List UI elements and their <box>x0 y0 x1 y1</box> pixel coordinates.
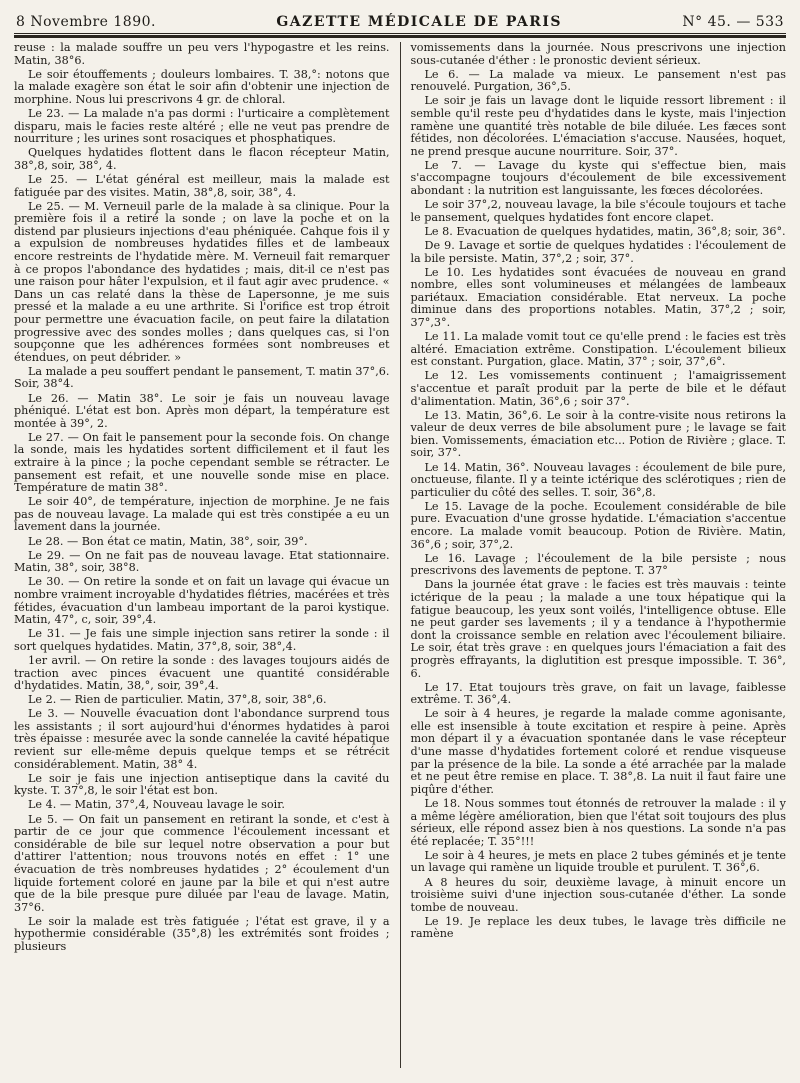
paragraph: Le 23. — La malade n'a pas dormi : l'urticaire a complètement disparu, mais le facies reste altéré ; elle ne veut pas prendre de nourriture ; les urines sont rosaciques et phosphatiques. <box>14 106 390 146</box>
paragraph: Le 25. — L'état général est meilleur, mais la malade est fatiguée par des visites. Matin, 38°,8, soir, 38°, 4. <box>14 172 390 199</box>
paragraph: Le 6. — La malade va mieux. Le pansement n'est pas renouvelé. Purgation, 36°,5. <box>410 67 786 94</box>
paragraph: Le 26. — Matin 38°. Le soir je fais un nouveau lavage phéniqué. L'état est bon. Après mon départ, la température est montée à 39°, 2. <box>14 391 390 430</box>
paragraph: Le soir à 4 heures, je mets en place 2 tubes géminés et je tente un lavage qui ramène un liquide trouble et purulent. T. 36°,6. <box>410 848 786 875</box>
paragraph: Le 28. — Bon état ce matin, Matin, 38°, soir, 39°. <box>28 534 308 548</box>
paragraph: Le 4. — Matin, 37°,4, Nouveau lavage le soir. <box>28 798 285 812</box>
paragraph: Le 8. Evacuation de quelques hydatides, matin, 36°,8; soir, 36°. <box>424 224 786 238</box>
paragraph: A 8 heures du soir, deuxième lavage, à minuit encore un troisième suivi d'une injection sous-cutanée d'éther. La sonde tombe de nouveau. <box>410 875 786 914</box>
left-column <box>14 42 390 1068</box>
paragraph: Le soir la malade est très fatiguée ; l'état est grave, il y a hypothermie considérable (35°,8) les extrémités sont froides ; plusieurs <box>14 914 390 953</box>
paragraph: Le 7. — Lavage du kyste qui s'effectue bien, mais s'accompagne toujours d'écoulement de bile excessivement abondant : la nutrition est languissante, les fœces décolorées. <box>410 158 786 198</box>
issue-number: N° 45. — 533 <box>682 14 784 30</box>
paragraph: Le soir à 4 heures, je regarde la malade comme agonisante, elle est insensible à toute excitation et respire à peine. Après mon départ il y a évacuation spontanée dans le vase récepteur d'une masse d'hydatides fortement coloré et rendue visqueuse par la présence de la bile. La sonde a été arrachée par la malade et ne peut être remise en place. T. 38°,8. La nuit il faut faire une piqûre d'éther. <box>410 707 786 796</box>
paragraph: Le 15. Lavage de la poche. Ecoulement considérable de bile pure. Evacuation d'une grosse hydatide. L'émaciation s'accentue encore. La malade vomit beaucoup. Potion de Rivière. Matin, 36°,6 ; soir, 37°,2. <box>410 499 786 551</box>
paragraph: Le 18. Nous sommes tout étonnés de retrouver la malade : il y a même légère amélioration, bien que l'état soit toujours des plus sérieux, elle répond assez bien à nos questions. La sonde n'a pas été replacée; T. 35°!!! <box>410 796 786 848</box>
paragraph: Le soir je fais un lavage dont le liquide ressort librement : il semble qu'il reste peu d'hydatides dans le kyste, mais l'injection ramène une quantité très notable de bile diluée. Les fæces sont fétides, non décolorées. L'émaciation s'accuse. Nausées, hoquet, ne prend presque aucune nourriture. Soir, 37°. <box>410 94 786 158</box>
paragraph: Le 25. — M. Verneuil parle de la malade à sa clinique. Pour la première fois il a retiré la sonde ; on lave la poche et on la distend par plusieurs injections d'eau phéniquée. Cahque fois il y a expulsion de nombreuses hydatides filles et de lambeaux encore restreints de l'hydatide mère. M. Verneuil fait remarquer à ce propos l'abondance des hydatides ; mais, dit-il ce n'est pas une raison pour hâter l'expulsion, et il faut agir avec prudence. « Dans un cas relaté dans la thèse de Lapersonne, je me suis pressé et la malade a eu une arthrite. Si l'orifice est trop étroit pour permettre une évacuation facile, on peut faire la dilatation progressive avec des sondes molles ; dans quelques cas, si l'on soupçonne que les adhérences formées sont nombreuses et étendues, on peut débrider. » <box>14 199 390 364</box>
paragraph: 1er avril. — On retire la sonde : des lavages toujours aidés de traction avec pinces évacuent une quantité considérable d'hydatides. Matin, 38,°, soir, 39°,4. <box>14 653 390 693</box>
journal-title: GAZETTE MÉDICALE DE PARIS <box>276 14 563 30</box>
paragraph: Le 19. Je replace les deux tubes, le lavage très difficile ne ramène <box>410 914 786 941</box>
paragraph: Le 17. Etat toujours très grave, on fait un lavage, faiblesse extrême. T. 36°,4. <box>410 680 786 707</box>
paragraph: vomissements dans la journée. Nous prescrivons une injection sous-cutanée d'éther : le pronostic devient sérieux. <box>410 42 786 67</box>
text-columns <box>14 42 786 1068</box>
right-column <box>410 42 786 1068</box>
paragraph: Le 12. Les vomissements continuent ; l'amaigrissement s'accentue et paraît produit par la perte de bile et le défaut d'alimentation. Matin, 36°,6 ; soir 37°. <box>410 369 786 408</box>
paragraph: Le 31. — Je fais une simple injection sans retirer la sonde : il sort quelques hydatides. Matin, 37°,8, soir, 38°,4. <box>14 627 390 653</box>
paragraph: Le soir 40°, de température, injection de morphine. Je ne fais pas de nouveau lavage. La malade qui est très constipée a eu un lavement dans la journée. <box>14 495 390 534</box>
paragraph: Dans la journée état grave : le facies est très mauvais : teinte ictérique de la peau ; la malade a une toux hépatique qui la fatigue beaucoup, les yeux sont voilés, l'intelligence obtuse. Elle ne peut garder ses lavements ; il y a tendance à l'hypothermie dont la croissance semble en relation avec l'écoulement biliaire. Le soir, état très grave : en quelques jours l'émaciation a fait des progrès effrayants, la diglutition est presque impossible. T. 36°, 6. <box>410 578 786 680</box>
paragraph: Le 30. — On retire la sonde et on fait un lavage qui évacue un nombre vraiment incroyable d'hydatides flétries, macérées et très fétides, évacuation d'un lambeau important de la paroi kystique. Matin, 47°, c, soir, 39°,4. <box>14 575 390 627</box>
paragraph: Le 16. Lavage ; l'écoulement de la bile persiste ; nous prescrivons des lavements de peptone. T. 37° <box>410 551 786 578</box>
running-header <box>14 14 786 33</box>
paragraph: Le 11. La malade vomit tout ce qu'elle prend : le facies est très altéré. Emaciation extrême. Constipation. L'écoulement bilieux est constant. Purgation, glace. Matin, 37° ; soir, 37°,6°. <box>410 330 786 369</box>
header-rule <box>14 33 786 38</box>
paragraph: Le 5. — On fait un pansement en retirant la sonde, et c'est à partir de ce jour que commence l'écoulement incessant et considérable de bile sur lequel notre observation a pour but d'attirer l'attention; nous trouvons notés en effet : 1° une évacuation de très nombreuses hydatides ; 2° écoulement d'un liquide fortement coloré en jaune par la bile et qui n'est autre que de la bile presque pure diluée par l'eau de lavage. Matin, 37°6. <box>14 812 390 914</box>
paragraph: Le 29. — On ne fait pas de nouveau lavage. Etat stationnaire. Matin, 38°, soir, 38°8. <box>14 548 390 575</box>
column-divider <box>400 42 401 1068</box>
paragraph: De 9. Lavage et sortie de quelques hydatides : l'écoulement de la bile persiste. Matin, 37°,2 ; soir, 37°. <box>410 238 786 265</box>
paragraph: Le 14. Matin, 36°. Nouveau lavages : écoulement de bile pure, onctueuse, filante. Il y a teinte ictérique des sclérotiques ; rien de particulier du côté des selles. T. soir, 36°,8. <box>410 460 786 499</box>
paragraph: Le 13. Matin, 36°,6. Le soir à la contre-visite nous retirons la valeur de deux verres de bile absolument pure ; le lavage se fait bien. Vomissements, émaciation etc... Potion de Rivière ; glace. T. soir, 37°. <box>410 408 786 460</box>
paragraph: Le soir étouffements ; douleurs lombaires. T. 38,°: notons que la malade exagère son état le soir afin d'obtenir une injection de morphine. Nous lui prescrivons 4 gr. de chloral. <box>14 67 390 106</box>
paragraph: Le soir je fais une injection antiseptique dans la cavité du kyste. T. 37°,8, le soir l'état est bon. <box>14 771 390 798</box>
paragraph: Le 10. Les hydatides sont évacuées de nouveau en grand nombre, elles sont volumineuses et mélangées de lambeaux pariétaux. Emaciation considérable. Etat nerveux. La poche diminue dans des proportions notables. Matin, 37°,2 ; soir, 37°,3°. <box>410 265 786 329</box>
paragraph: Quelques hydatides flottent dans le flacon récepteur Matin, 38°,8, soir, 38°, 4. <box>14 146 390 172</box>
paragraph: La malade a peu souffert pendant le pansement, T. matin 37°,6. Soir, 38°4. <box>14 364 390 391</box>
paragraph: Le 2. — Rien de particulier. Matin, 37°,8, soir, 38°,6. <box>28 693 327 707</box>
paragraph: Le soir 37°,2, nouveau lavage, la bile s'écoule toujours et tache le pansement, quelques hydatides font encore clapet. <box>410 198 786 224</box>
paragraph: reuse : la malade souffre un peu vers l'hypogastre et les reins. Matin, 38°6. <box>14 42 390 67</box>
issue-date: 8 Novembre 1890. <box>16 14 156 30</box>
paragraph: Le 27. — On fait le pansement pour la seconde fois. On change la sonde, mais les hydatides sortent difficilement et il faut les extraire à la pince ; la poche cependant semble se rétracter. Le pansement est refait, et une nouvelle sonde mise en place. Température de matin 38°. <box>14 430 390 495</box>
paragraph: Le 3. — Nouvelle évacuation dont l'abondance surprend tous les assistants ; il sort aujourd'hui d'énormes hydatides à paroi très épaisse : mesurée avec la sonde cannelée la cavité hépatique revient sur elle-même depuis quelque temps et se rétrécit considérablement. Matin, 38° 4. <box>14 707 390 771</box>
